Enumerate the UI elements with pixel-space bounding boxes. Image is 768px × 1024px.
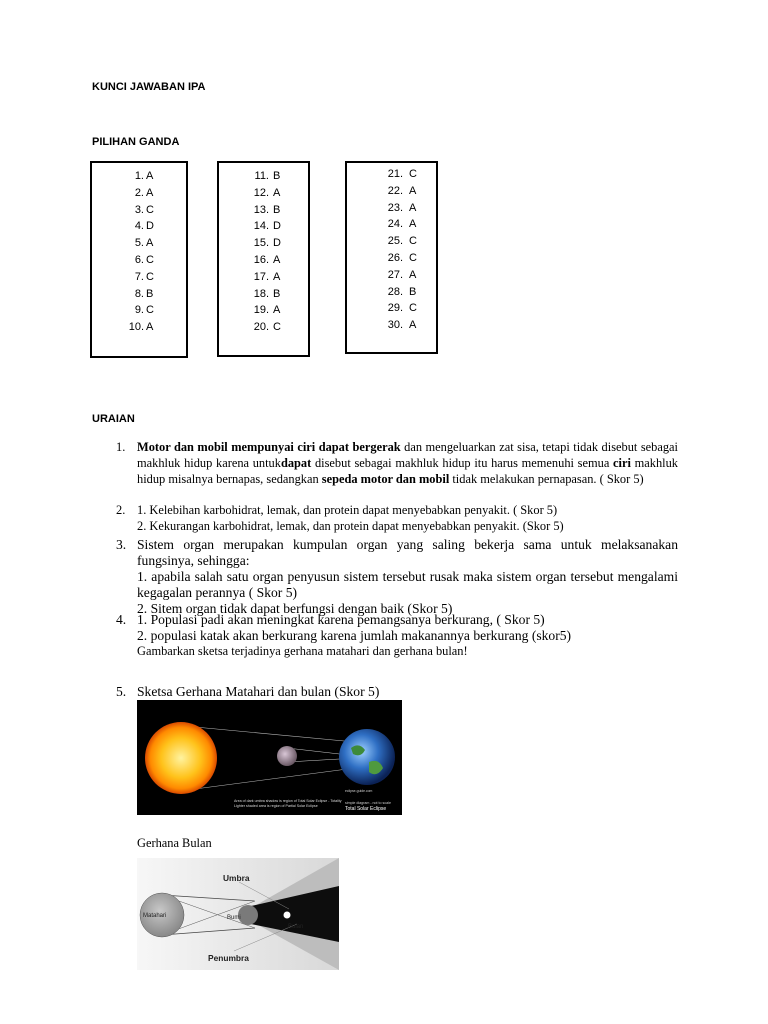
mc-answer: B [409,285,417,298]
mc-answer: A [409,268,417,281]
mc-answer: C [273,321,281,334]
mc-answer: D [273,220,281,233]
essay-answer-5: Sketsa Gerhana Matahari dan bulan (Skor 5) [137,684,380,699]
mc-answer: A [409,201,417,214]
mc-number: 30. [387,319,403,332]
q3-line-3: 2. Sitem organ tidak dapat berfungsi dengan baik (Skor 5) [137,601,453,616]
mc-number: 28. [387,285,403,298]
q2-line-2: 2. Kekurangan karbohidrat, lemak, dan protein dapat menyebabkan penyakit. (Skor 5) [137,518,564,533]
q3-line-2: 1. apabila salah satu organ penyusun sistem tersebut rusak maka sistem organ tersebut mengalami kegagalan perannya ( Skor 5) [137,569,678,600]
solar-small-2: simple diagram - not to scale [345,801,391,805]
q1-bold-4: sepeda motor dan mobil [321,471,450,486]
q2-line-1: 1. Kelebihan karbohidrat, lemak, dan protein dapat menyebabkan penyakit. ( Skor 5) [137,503,558,517]
mc-answer: A [146,321,154,334]
q4-line-3: Gambarkan sketsa terjadinya gerhana matahari dan gerhana bulan! [137,644,468,658]
mc-answer: C [146,254,154,266]
q3-line-1: Sistem organ merupakan kumpulan organ yang saling bekerja sama untuk melaksanakan fungsinya, sehingga: [137,537,678,568]
mc-number: 19. [253,304,269,317]
mc-answer: A [146,237,154,250]
mc-number: 20. [253,321,269,334]
solar-caption-1: Area of dark umbra shadow is region of Total Solar Eclipse - Totality [234,799,342,803]
mc-number: 2. [134,186,144,199]
mc-number: 1. [134,170,144,182]
mc-answer: A [409,218,417,231]
solar-caption-2: Lighter shaded area is region of Partial Solar Eclipse [234,804,318,808]
mc-number: 21. [387,168,403,180]
essay-number-1: 1. [116,440,126,454]
essay-number-4: 4. [116,612,127,627]
mc-answer: C [409,235,417,248]
q1-text-3: makhluk hidup misalnya bernapas, sedangkan [137,455,678,486]
earth-circle-icon [238,905,258,925]
mc-answer: B [273,203,281,216]
solar-small-1: eclipse-guide.com [345,789,373,793]
mc-answer: A [273,270,281,283]
mc-number: 15. [253,237,269,250]
solar-eclipse-diagram [137,700,402,815]
mc-answer: A [409,319,417,332]
essay-number-3: 3. [116,537,127,552]
q1-text-1: dan mengeluarkan zat sisa, tetapi tidak disebut sebagai makhluk hidup karena untuk [137,440,678,470]
q1-bold-2: dapat [280,455,312,470]
mc-answer: C [146,203,154,216]
mc-number: 22. [387,184,403,197]
mc-answer: C [409,252,417,264]
mc-number: 8. [134,287,144,300]
mc-number: 13. [253,203,269,216]
mc-number: 17. [253,270,269,283]
mc-number: 24. [387,218,403,231]
mc-answer: D [146,220,154,233]
essay-answer-4 [137,612,682,660]
mc-answer: A [409,184,417,197]
sun-icon [145,722,217,794]
mc-number: 12. [253,186,269,199]
mc-number: 18. [253,287,269,300]
q1-text-2: disebut sebagai makhluk hidup itu harus memenuhi semua [311,455,614,470]
mc-answer: B [146,287,154,300]
mc-answer: B [273,287,281,300]
label-penumbra: Penumbra [208,953,249,963]
section-heading-multiple-choice: PILIHAN GANDA [92,136,180,148]
mc-answer: C [409,302,417,315]
q1-bold-subject: Motor dan mobil mempunyai ciri dapat bergerak [137,440,401,454]
mc-answer: C [146,304,154,317]
essay-answer-1 [137,440,678,487]
mc-number: 29. [387,302,403,315]
mc-number: 25. [387,235,403,248]
q1-bold-3: ciri [613,455,631,470]
mc-answer: C [146,270,154,283]
mc-number: 5. [134,237,144,250]
mc-number: 3. [134,203,144,216]
mc-answer: A [273,304,281,317]
mc-number: 14. [253,220,269,233]
mc-number: 27. [387,268,403,281]
q4-line-2: 2. populasi katak akan berkurang karena jumlah makanannya berkurang (skor5) [137,628,572,643]
solar-small-3: Total Solar Eclipse [345,806,387,812]
mc-answer: A [146,170,154,182]
label-matahari: Matahari [143,913,167,919]
mc-answer: B [273,170,281,182]
essay-answer-2 [137,503,682,535]
label-bulan: Bulan [288,924,304,930]
q1-text-4: tidak melakukan pernapasan. ( Skor 5) [449,471,644,486]
essay-number-2: 2. [116,503,126,517]
mc-answer: A [146,186,154,199]
mc-number: 16. [253,254,269,266]
moon-circle-icon [284,912,291,919]
mc-number: 10. [128,321,144,334]
mc-answer: A [273,186,281,199]
essay-answer-3 [137,537,678,617]
mc-number: 4. [134,220,144,233]
mc-number: 7. [134,270,144,283]
mc-answer: C [409,168,417,180]
label-umbra: Umbra [223,873,250,883]
mc-answer: D [273,237,281,250]
section-heading-essay: URAIAN [92,413,135,425]
q4-line-1: 1. Populasi padi akan meningkat karena pemangsanya berkurang, ( Skor 5) [137,612,545,627]
mc-number: 26. [387,252,403,264]
earth-icon [339,729,395,785]
label-bumi: Bumi [227,915,241,921]
lunar-eclipse-diagram [137,858,339,970]
essay-number-5: 5. [116,684,127,699]
mc-number: 9. [134,304,144,317]
document-title: KUNCI JAWABAN IPA [92,81,206,93]
mc-answer: A [273,254,281,266]
mc-number: 11. [254,170,269,182]
lunar-eclipse-caption: Gerhana Bulan [137,836,212,850]
moon-icon [277,746,297,766]
mc-number: 23. [387,201,403,214]
mc-number: 6. [134,254,144,266]
